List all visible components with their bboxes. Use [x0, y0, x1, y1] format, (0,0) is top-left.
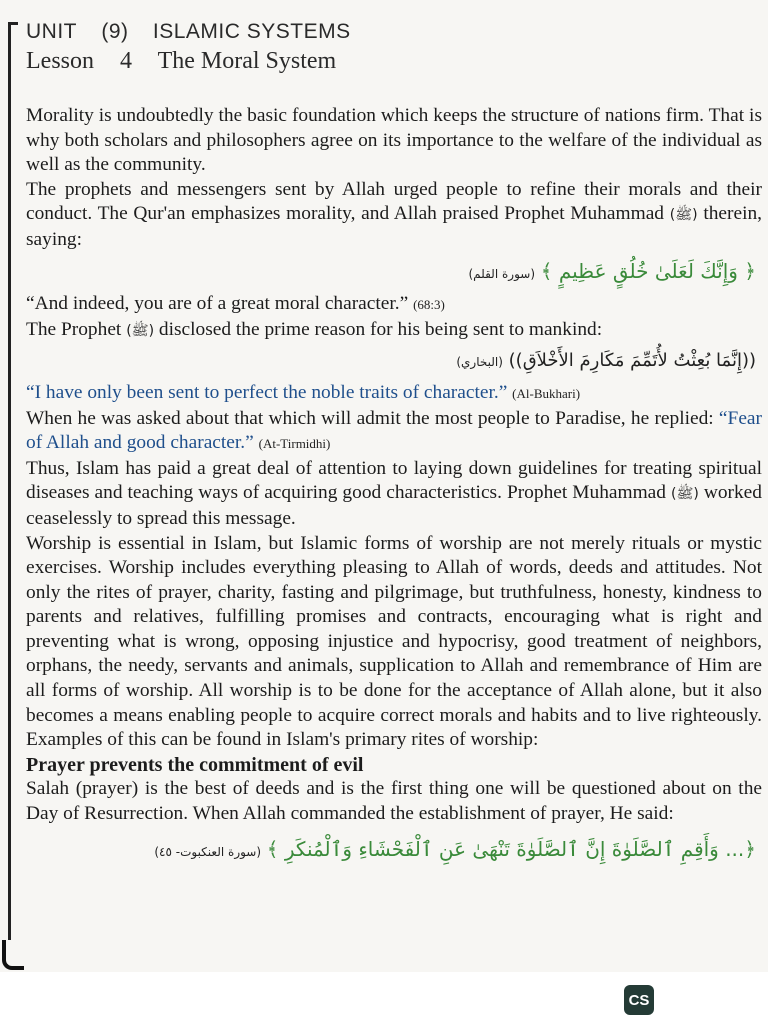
lesson-line — [26, 48, 369, 75]
lesson-body — [26, 104, 762, 870]
pbuh-icon: (ﷺ) — [126, 322, 155, 339]
verse-translation: “And indeed, you are of a great moral character.” (68:3) — [26, 293, 445, 315]
paragraph-prime-reason: The Prophet (ﷺ) disclosed the prime reason for his being sent to mankind: — [26, 318, 603, 340]
pbuh-icon: (ﷺ) — [670, 486, 699, 503]
paragraph-guidelines: Thus, Islam has paid a great deal of attention to laying down guidelines for treating spiritual diseases and teaching ways of acquiring good characteristics. Prophet Muhammad (ﷺ) worked ceaselessly to spread this message. — [26, 457, 762, 529]
unit-line — [26, 20, 369, 44]
hadith-source: (البخاري) — [456, 355, 503, 370]
unit-label: UNIT — [26, 20, 77, 43]
lesson-label: Lesson — [26, 48, 94, 74]
pbuh-icon: (ﷺ) — [669, 207, 698, 224]
margin-rule — [8, 22, 11, 940]
verse-source: (سورة العنكبوت- ٤٥) — [154, 844, 262, 859]
lesson-header — [26, 20, 369, 75]
paragraph-salah: Salah (prayer) is the best of deeds and is the first thing one will be questioned about on the Day of Resurrection. When Allah commanded the establishment of prayer, He said: — [26, 778, 762, 825]
verse-source: (سورة القلم) — [468, 266, 536, 281]
paragraph-paradise: When he was asked about that which will admit the most people to Paradise, he replied: “Fear of Allah and good character.” (At-Tirmidhi) — [26, 407, 762, 454]
hadith-translation: “I have only been sent to perfect the noble traits of character.” (Al-Bukhari) — [26, 381, 581, 403]
hadith-reference: (Al-Bukhari) — [512, 385, 581, 401]
camscanner-badge: CS — [624, 985, 654, 1015]
quran-verse-qalam: ﴿ وَإِنَّكَ لَعَلَىٰ خُلُقٍ عَظِيمٍ ﴾ (سورة القلم) — [468, 258, 756, 283]
quran-verse-ankabut: ﴿... وَأَقِمِ ٱلصَّلَوٰةَ إِنَّ ٱلصَّلَوٰةَ تَنْهَىٰ عَنِ ٱلْفَحْشَاءِ وَٱلْمُنكَرِ ﴾ (سورة العنكبوت- ٤٥) — [154, 836, 756, 861]
unit-title: ISLAMIC SYSTEMS — [152, 20, 351, 43]
section-heading-prayer: Prayer prevents the commitment of evil — [26, 753, 364, 776]
paragraph-morality: Morality is undoubtedly the basic foundation which keeps the structure of nations firm. That is why both scholars and philosophers agree on its importance to the welfare of the individual as well as the community. — [26, 105, 762, 176]
margin-rule-top — [8, 22, 18, 25]
paradise-reference: (At-Tirmidhi) — [258, 436, 331, 452]
unit-number: (9) — [101, 20, 129, 43]
lesson-title: The Moral System — [157, 48, 337, 74]
page-corner-mark — [2, 940, 24, 970]
hadith-arabic: ((إِنَّمَا بُعِثْتُ لأُتَمِّمَ مَكَارِمَ الأَخْلاَقِ)) (البخاري) — [456, 350, 756, 372]
lesson-number: 4 — [120, 48, 132, 74]
paradise-quote: “Fear of Allah and good character.” — [26, 407, 762, 454]
paragraph-prophets: The prophets and messengers sent by Allah urged people to refine their morals and their conduct. The Qur'an emphasizes morality, and Allah praised Prophet Muhammad (ﷺ) therein, saying: — [26, 178, 762, 250]
verse-reference: (68:3) — [413, 297, 445, 313]
paragraph-worship: Worship is essential in Islam, but Islamic forms of worship are not merely rituals or mystic exercises. Worship includes everything pleasing to Allah of words, deeds and attitudes. Not only the rites of prayer, charity, fasting and pilgrimage, but truthfulness, honesty, kindness to parents and relatives, fulfilling promises and contracts, encouraging what is right and preventing what is wrong, opposing injustice and hypocrisy, good treatment of neighbors, orphans, the needy, servants and animals, supplication to Allah and remembrance of Him are all forms of worship. All worship is to be done for the acceptance of Allah alone, but it also becomes a means enabling people to acquire correct morals and habits and to live righteously. Examples of this can be found in Islam's primary rites of worship: — [26, 532, 762, 751]
